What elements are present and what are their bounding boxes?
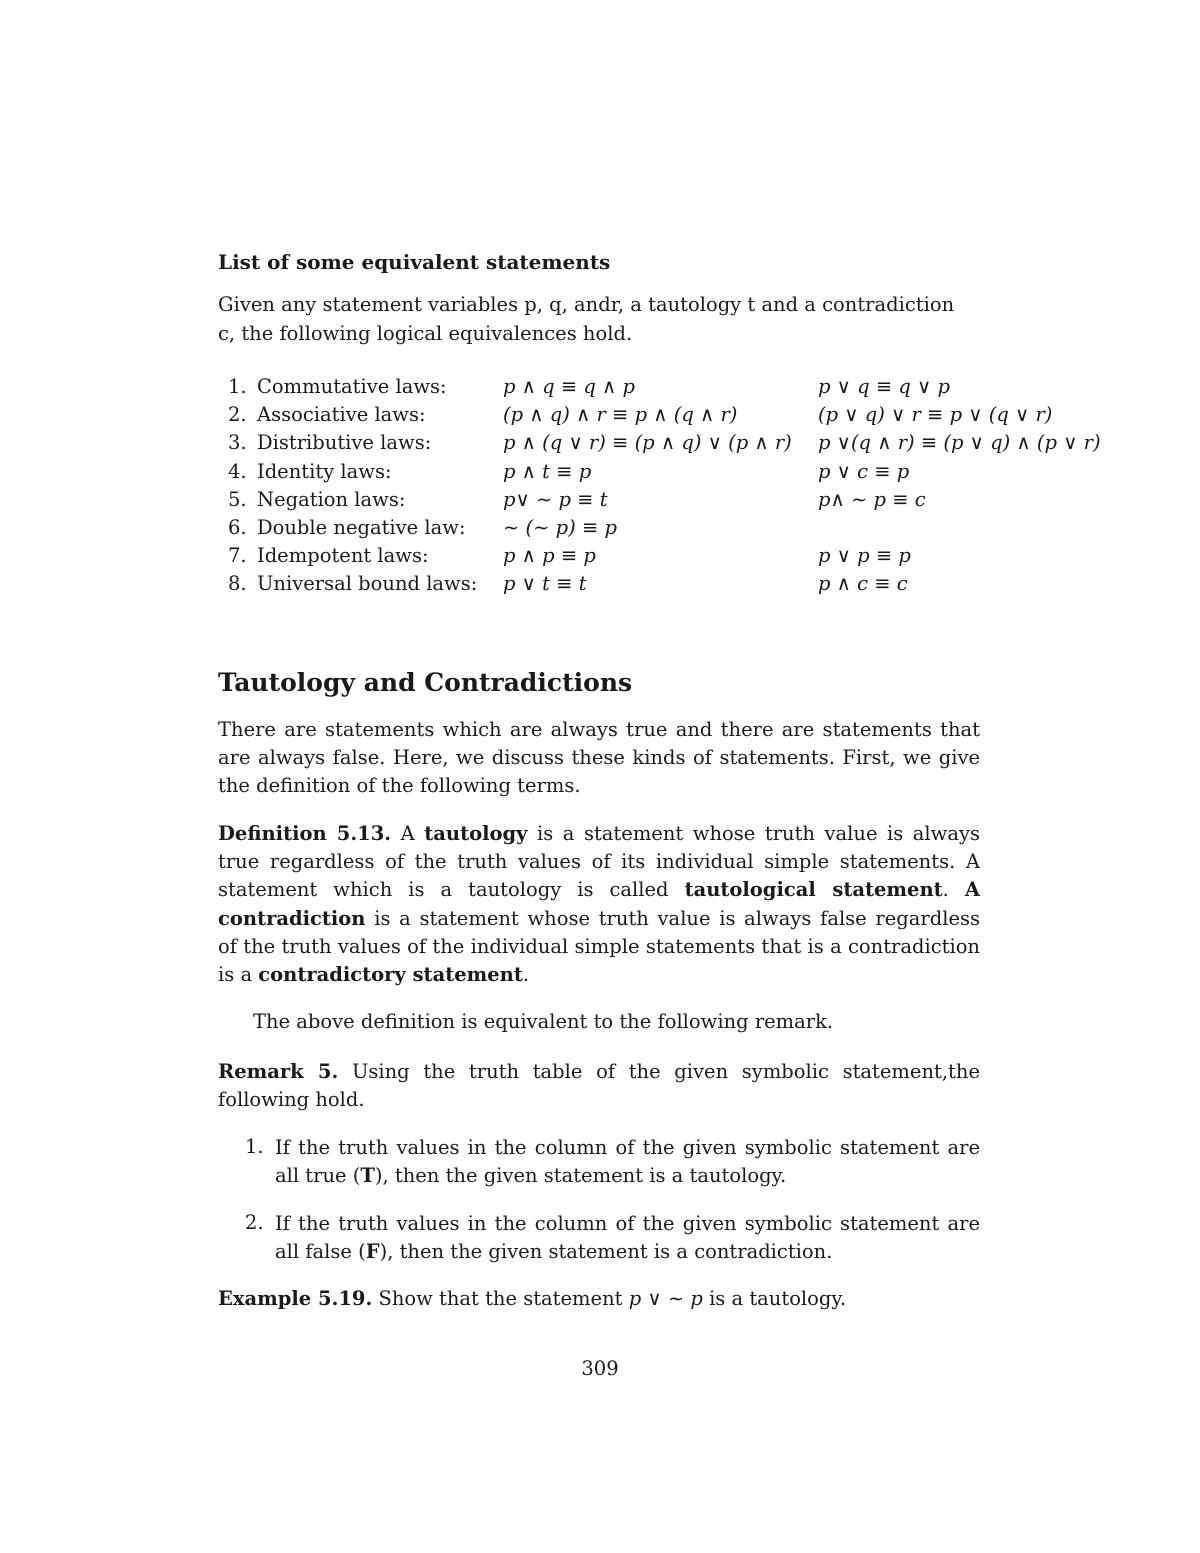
list-text-part: ), then the given statement is a tautology. xyxy=(374,1164,787,1188)
law-right-formula: p ∨ q ≡ q ∨ p xyxy=(818,375,951,398)
law-left-formula: p ∧ t ≡ p xyxy=(503,460,592,483)
law-name: Idempotent laws: xyxy=(257,544,429,567)
section-heading: List of some equivalent statements xyxy=(218,250,611,274)
section-title: Tautology and Contradictions xyxy=(218,668,633,697)
intro-line-1: Given any statement variables p, q, andr, a tautology t and a contradiction xyxy=(218,293,955,316)
law-left-formula: p ∧ (q ∨ r) ≡ (p ∧ q) ∨ (p ∧ r) xyxy=(503,431,792,454)
equivalence-note: The above definition is equivalent to the following remark. xyxy=(253,1010,834,1033)
list-text xyxy=(275,1134,980,1190)
remark-label: Remark 5. xyxy=(218,1060,339,1083)
law-left-formula: (p ∧ q) ∧ r ≡ p ∧ (q ∧ r) xyxy=(503,403,738,426)
law-name: Distributive laws: xyxy=(257,431,432,454)
law-number: 1. xyxy=(228,375,247,398)
term-tautological-statement: tautological statement xyxy=(684,878,943,902)
list-number: 2. xyxy=(245,1211,264,1234)
law-left-formula: p ∧ q ≡ q ∧ p xyxy=(503,375,636,398)
law-number: 8. xyxy=(228,572,247,595)
definition-text: is a statement whose truth value is always true regardless of the truth values of its individual simple statements. A statement which is a tautology is called xyxy=(218,822,981,902)
list-number: 1. xyxy=(245,1135,264,1158)
definition-text: A xyxy=(391,822,425,845)
law-left-formula: p ∧ p ≡ p xyxy=(503,544,596,567)
list-text-part: If the truth values in the column of the given symbolic statement are all true ( xyxy=(275,1136,980,1188)
example-label: Example 5.19. xyxy=(218,1287,373,1310)
definition-text: is a statement whose truth value is always false regardless of the truth values of the individual simple statements that is a contradiction is a xyxy=(218,906,980,987)
law-left-formula: p∨ ∼ p ≡ t xyxy=(503,488,608,511)
law-number: 4. xyxy=(228,460,247,483)
remark-paragraph xyxy=(218,1058,980,1114)
remark-text: Using the truth table of the given symbolic statement,the following hold. xyxy=(218,1060,980,1112)
law-right-formula: (p ∨ q) ∨ r ≡ p ∨ (q ∨ r) xyxy=(818,403,1053,426)
law-left-formula: p ∨ t ≡ t xyxy=(503,572,587,595)
law-name: Commutative laws: xyxy=(257,375,447,398)
term-contradiction: A contradiction xyxy=(218,878,980,930)
law-right-formula: p ∨(q ∧ r) ≡ (p ∨ q) ∧ (p ∨ r) xyxy=(818,431,1101,454)
list-text xyxy=(275,1210,980,1266)
law-right-formula: p ∨ c ≡ p xyxy=(818,460,910,483)
list-text-part: ), then the given statement is a contradiction. xyxy=(379,1240,833,1264)
intro-paragraph: There are statements which are always true and there are statements that are always false. Here, we discuss these kinds of statements. First, we give the definition of the following terms. xyxy=(218,718,980,798)
law-left-formula: ∼ (∼ p) ≡ p xyxy=(503,516,617,539)
law-name: Double negative law: xyxy=(257,516,466,539)
page-number: 309 xyxy=(581,1357,619,1380)
true-symbol: T xyxy=(360,1164,375,1188)
example-formula: p ∨ ∼ p xyxy=(628,1287,703,1310)
law-right-formula: p ∧ c ≡ c xyxy=(818,572,908,595)
law-number: 3. xyxy=(228,431,247,454)
definition-text: . xyxy=(522,963,530,987)
law-number: 2. xyxy=(228,403,247,426)
example-text: is a tautology. xyxy=(702,1287,847,1310)
law-name: Negation laws: xyxy=(257,488,406,511)
law-name: Universal bound laws: xyxy=(257,572,478,595)
example-text: Show that the statement xyxy=(372,1287,629,1310)
law-number: 5. xyxy=(228,488,247,511)
law-name: Associative laws: xyxy=(257,403,426,426)
law-name: Identity laws: xyxy=(257,460,392,483)
definition-paragraph xyxy=(218,820,980,989)
list-text-part: If the truth values in the column of the given symbolic statement are all false ( xyxy=(275,1212,980,1264)
example-paragraph xyxy=(218,1287,846,1310)
law-right-formula: p∧ ∼ p ≡ c xyxy=(818,488,926,511)
false-symbol: F xyxy=(365,1240,380,1264)
term-tautology: tautology xyxy=(424,822,528,845)
law-right-formula: p ∨ p ≡ p xyxy=(818,544,911,567)
law-number: 7. xyxy=(228,544,247,567)
term-contradictory-statement: contradictory statement xyxy=(258,963,523,987)
law-number: 6. xyxy=(228,516,247,539)
definition-text: . xyxy=(942,878,965,902)
intro-line-2: c, the following logical equivalences hold. xyxy=(218,322,633,345)
definition-label: Definition 5.13. xyxy=(218,822,392,845)
